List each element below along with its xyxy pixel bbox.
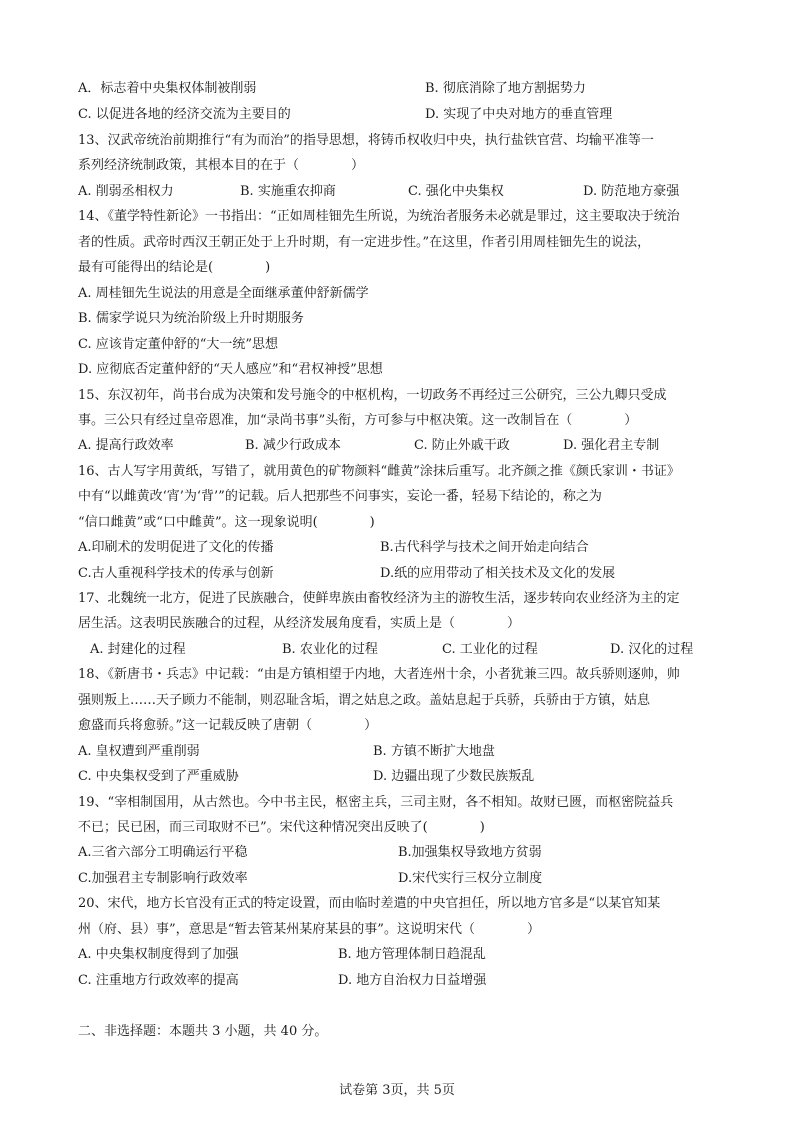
q17-option-d: D. 汉化的过程 [610,642,694,657]
option-a: A．标志着中央集权体制被削弱 [78,81,257,96]
q13-option-d: D. 防范地方豪强 [583,184,680,199]
question-15-text: 15、东汉初年，尚书台成为决策和发号施令的中枢机构，一切政务不再经过三公研究，三公九卿只受成 [78,388,667,403]
q20-option-d: D. 地方自治权力日益增强 [338,973,487,988]
question-14-text: 者的性质。武帝时西汉王朝正处于上升时期，有一定进步性。”在这里，作者引用周桂钿先生的说法， [78,235,651,250]
q16-option-d: D.纸的应用带动了相关技术及文化的发展 [380,566,616,581]
question-19-text: 19、“宰相制国用，从古然也。今中书主民，枢密主兵，三司主财，各不相知。故财已匮，而枢密院益兵 [78,795,674,810]
q18-option-c: C. 中央集权受到了严重威胁 [78,769,239,784]
section-heading: 二、非选择题：本题共 3 小题，共 40 分。 [78,1024,328,1039]
question-14-text: 14、《董学特性新论》一书指出：“正如周桂钿先生所说，为统治者服务未必就是罪过，这主要取决于统治 [78,209,680,224]
question-15-text: 事。三公只有经过皇帝恩准，加“录尚书事”头衔，方可参与中枢决策。这一改制旨在（ ） [78,413,638,428]
q14-option-a: A. 周桂钿先生说法的用意是全面继承董仲舒新儒学 [78,286,369,301]
question-13-text: 系列经济统制政策，其根本目的在于（ ） [78,158,365,173]
q19-option-d: D.宋代实行三权分立制度 [398,871,543,886]
q13-option-a: A. 削弱丞相权力 [78,184,174,199]
question-13-text: 13、汉武帝统治前期推行“有为而治”的指导思想，将铸币权收归中央，执行盐铁官营、均输平准等一 [78,133,654,148]
q14-option-c: C. 应该肯定董仲舒的“大一统”思想 [78,337,279,352]
question-19-text: 不已；民已困，而三司取财不已”。宋代这种情况突出反映了( ) [78,820,485,835]
q18-option-b: B. 方镇不断扩大地盘 [373,744,495,759]
q15-option-b: B. 减少行政成本 [245,438,341,453]
q20-option-a: A. 中央集权制度得到了加强 [78,947,239,962]
q18-option-a: A. 皇权遭到严重削弱 [78,744,200,759]
q20-option-c: C. 注重地方行政效率的提高 [78,973,239,988]
q14-option-b: B. 儒家学说只为统治阶级上升时期服务 [78,311,304,326]
q16-option-b: B.古代科学与技术之间开始走向结合 [380,540,589,555]
option-c: C. 以促进各地的经济交流为主要目的 [78,107,291,122]
q19-option-b: B.加强集权导致地方贫弱 [398,845,542,860]
option-b: B. 彻底消除了地方割据势力 [425,81,586,96]
question-20-text: 20、宋代，地方长官没有正式的特定设置，而由临时差遣的中央官担任，所以地方官多是“以某官知某 [78,896,661,911]
question-18-text: 强则叛上……天子顾力不能制，则忍耻含垢，谓之姑息之政。盖姑息起于兵骄，兵骄由于方镇，姑息 [78,693,651,708]
question-14-text: 最有可能得出的结论是( ) [78,260,271,275]
q16-option-c: C.古人重视科学技术的传承与创新 [78,566,274,581]
q17-option-a: A. 封建化的过程 [90,642,186,657]
q18-option-d: D. 边疆出现了少数民族叛乱 [373,769,535,784]
option-d: D. 实现了中央对地方的垂直管理 [425,107,613,122]
question-17-text: 17、北魏统一北方，促进了民族融合，使鲜卑族由畜牧经济为主的游牧生活，逐步转向农业经济为主的定 [78,591,680,606]
page-footer: 试卷第 3页，共 5页 [339,1083,455,1098]
q17-option-b: B. 农业化的过程 [282,642,378,657]
q16-option-a: A.印刷术的发明促进了文化的传播 [78,540,274,555]
question-18-text: 愈盛而兵将愈骄。”这一记载反映了唐朝（ ） [78,718,378,733]
q19-option-a: A.三省六部分工明确运行平稳 [78,845,248,860]
q14-option-d: D. 应彻底否定董仲舒的“天人感应”和“君权神授”思想 [78,362,383,377]
question-17-text: 居生活。这表明民族融合的过程，从经济发展角度看，实质上是（ ） [78,616,521,631]
q15-option-c: C. 防止外戚干政 [414,438,510,453]
question-20-text: 州（府、县）事”，意思是“暂去管某州某府某县的事”。这说明宋代（ ） [78,922,540,937]
question-18-text: 18、《新唐书・兵志》中记载：“由是方镇相望于内地，大者连州十余，小者犹兼三四。故兵骄则逐帅，帅 [78,667,680,682]
question-16-text: 中有“以雌黄改‘宵’为‘背’”的记载。后人把那些不问事实，妄论一番，轻易下结论的，称之为 [78,489,602,504]
q15-option-a: A. 提高行政效率 [78,438,174,453]
q13-option-b: B. 实施重农抑商 [240,184,336,199]
q13-option-c: C. 强化中央集权 [408,184,504,199]
q20-option-b: B. 地方管理体制日趋混乱 [338,947,486,962]
q15-option-d: D. 强化君主专制 [563,438,660,453]
question-16-text: “信口雌黄”或“口中雌黄”。这一现象说明( ) [78,515,375,530]
q19-option-c: C.加强君主专制影响行政效率 [78,871,248,886]
q17-option-c: C. 工业化的过程 [442,642,538,657]
question-16-text: 16、古人写字用黄纸，写错了，就用黄色的矿物颜料“雌黄”涂抹后重写。北齐颜之推《颜氏家训・书证》 [78,464,680,479]
